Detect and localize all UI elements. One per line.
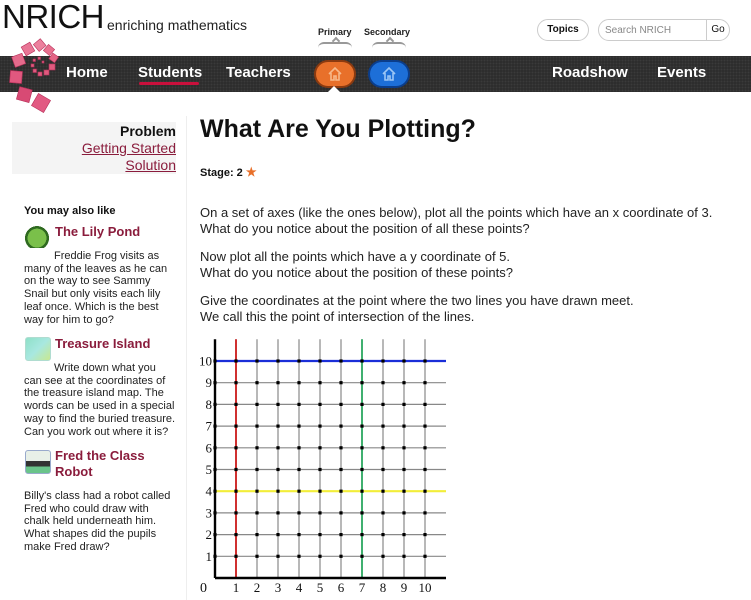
paragraph-line: Give the coordinates at the point where the two lines you have drawn meet. [200,293,634,308]
grid-point [381,490,384,493]
grid-point [318,555,321,558]
grid-point [339,555,342,558]
home-icon [327,66,343,82]
grid-point [423,359,426,362]
grid-point [318,468,321,471]
y-tick-label: 8 [205,396,212,412]
x-tick-label: 5 [316,580,324,593]
y-tick-label: 6 [205,440,212,456]
grid-point [297,511,300,514]
x-tick-label: 1 [232,580,240,593]
nav-roadshow[interactable]: Roadshow [552,64,628,81]
grid-point [234,533,237,536]
grid-point [234,359,237,362]
x-tick-label: 7 [358,580,366,593]
grid-point [381,381,384,384]
grid-point [339,425,342,428]
grid-point [276,490,279,493]
logo-tagline: enriching mathematics [107,17,248,33]
map-icon[interactable] [25,337,51,361]
grid-point [381,555,384,558]
grid-point [381,468,384,471]
grid-point [381,511,384,514]
stage-label-primary: Primary [318,27,352,37]
grid-point [402,511,405,514]
grid-point [423,490,426,493]
related-title-fred-robot[interactable] [55,448,145,480]
grid-point [255,403,258,406]
y-tick-mark [213,446,216,449]
secondary-home-button[interactable] [370,62,408,86]
related-title-lily-pond[interactable]: The Lily Pond [55,224,141,239]
grid-point [318,381,321,384]
grid-point [297,555,300,558]
grid-point [339,359,342,362]
grid-point [381,533,384,536]
grid-point [255,555,258,558]
grid-point [276,468,279,471]
grid-point [402,359,405,362]
grid-axes [215,339,446,578]
stage-label-secondary: Secondary [364,27,411,37]
grid-point [297,403,300,406]
grid-point [360,446,363,449]
robot-icon[interactable] [25,450,51,474]
grid-point [339,468,342,471]
secondary-brace-icon [372,42,406,50]
y-tick-mark [213,403,216,406]
grid-point [339,403,342,406]
grid-point [297,446,300,449]
grid-point [402,446,405,449]
page-title: What Are You Plotting? [200,115,476,143]
grid-point [402,381,405,384]
related-desc-treasure-island: Write down what you can see at the coordinates of the treasure island map. The words can be used in a special way to find the buried treasure. Can you work out where it is? [24,362,176,438]
grid-point [423,446,426,449]
grid-point [402,533,405,536]
related-title-line-1: Fred the Class [55,448,145,463]
grid-point [255,511,258,514]
x-tick-label: 2 [253,580,261,593]
x-tick-label: 4 [295,580,303,593]
grid-lines [215,339,446,578]
grid-point [381,359,384,362]
grid-point [423,533,426,536]
topics-button[interactable]: Topics [537,19,589,41]
grid-point [318,533,321,536]
grid-point [360,490,363,493]
grid-point [339,511,342,514]
related-desc-fred-robot: Billy's class had a robot called Fred who could draw with chalk held underneath him. What shapes did the pupils make Fred draw? [24,490,171,553]
y-tick-mark [213,555,216,558]
y-tick-mark [213,425,216,428]
paragraph-line: What do you notice about the position of these points? [200,265,513,280]
y-tick-label: 5 [205,462,212,477]
grid-point [339,490,342,493]
y-tick-mark [213,490,216,493]
star-icon: ★ [245,165,257,179]
grid-point [234,381,237,384]
grid-point [276,511,279,514]
grid-point [234,446,237,449]
grid-point [360,555,363,558]
nav-home[interactable]: Home [66,64,108,81]
grid-point [402,555,405,558]
grid-point [255,490,258,493]
grid-point [276,555,279,558]
grid-point [318,446,321,449]
x-tick-label: 9 [400,580,408,593]
grid-point [360,533,363,536]
grid-point [234,511,237,514]
x-tick-label: 8 [379,580,387,593]
y-tick-label: 7 [205,418,212,434]
y-tick-mark [213,359,216,362]
y-tick-mark [213,381,216,384]
y-tick-mark [213,511,216,514]
grid-point [423,555,426,558]
grid-point [276,381,279,384]
grid-point [402,490,405,493]
grid-point [423,511,426,514]
y-tick-label: 10 [199,353,212,369]
grid-point [318,359,321,362]
y-tick-label: 9 [205,375,212,391]
x-tick-label: 10 [418,580,432,593]
y-tick-label: 1 [205,548,212,564]
grid-point [234,490,237,493]
grid-point [339,446,342,449]
subnav-solution-link[interactable]: Solution [125,157,176,173]
paragraph-3 [200,293,634,325]
grid-point [297,468,300,471]
grid-point [297,533,300,536]
grid-point [255,468,258,471]
grid-point [402,403,405,406]
grid-point [339,533,342,536]
grid-point [234,403,237,406]
grid-point [297,490,300,493]
x-tick-label: 6 [337,580,345,593]
nav-students[interactable]: Students [138,64,203,81]
y-tick-label: 4 [205,483,212,499]
search-input[interactable] [599,20,709,40]
grid-point [423,468,426,471]
grid-point [276,446,279,449]
active-stage-pointer-icon [328,86,340,92]
home-icon [381,66,397,82]
primary-brace-icon [318,42,352,50]
grid-point [297,359,300,362]
grid-point [360,511,363,514]
stage-text: Stage: 2 [200,167,243,179]
search-box [598,19,730,41]
grid-point [381,425,384,428]
grid-point [255,359,258,362]
active-nav-underline [139,82,199,85]
grid-point [297,381,300,384]
grid-point [234,425,237,428]
subnav-getting-started-link[interactable]: Getting Started [81,140,176,156]
grid-colored-lines [215,339,446,578]
grid-point [276,359,279,362]
search-go-button[interactable]: Go [706,20,729,40]
grid-point [381,403,384,406]
grid-point [255,446,258,449]
grid-point [360,468,363,471]
grid-point [402,468,405,471]
paragraph-line: On a set of axes (like the ones below), plot all the points which have an x coordinate of 3. [200,205,713,220]
grid-point [276,425,279,428]
nav-events[interactable]: Events [657,64,707,81]
paragraph-line: We call this the point of intersection of the lines. [200,309,475,324]
grid-point [255,533,258,536]
frog-icon[interactable] [25,226,49,248]
also-like-heading: You may also like [24,205,116,217]
primary-home-button[interactable] [316,62,354,86]
grid-point [276,403,279,406]
grid-point [381,446,384,449]
y-tick-label: 3 [205,505,212,521]
grid-point [234,468,237,471]
related-desc-lily-pond: Freddie Frog visits as many of the leaves as he can on the way to see Sammy Snail but only visits each lily leaf once. Which is the best way for him to go? [24,250,168,326]
grid-point [360,425,363,428]
paragraph-line: What do you notice about the position of all these points? [200,221,530,236]
grid-point [360,359,363,362]
related-title-treasure-island[interactable]: Treasure Island [55,336,151,351]
grid-point [276,533,279,536]
grid-point [318,511,321,514]
grid-point [255,381,258,384]
coordinate-grid [195,335,451,593]
grid-point [255,425,258,428]
grid-labels [199,354,432,594]
grid-point [318,490,321,493]
y-tick-label: 2 [205,527,212,543]
grid-point [423,425,426,428]
grid-point [234,555,237,558]
grid-point [423,403,426,406]
stage-badge [200,165,257,179]
grid-point [297,425,300,428]
problem-subnav [12,122,176,174]
paragraph-1 [200,205,712,237]
x-tick-label: 3 [274,580,282,593]
grid-point [360,403,363,406]
grid-point [318,403,321,406]
grid-point [360,381,363,384]
y-tick-mark [213,533,216,536]
grid-point [423,381,426,384]
origin-label: 0 [200,581,207,593]
subnav-problem[interactable]: Problem [119,123,176,139]
y-tick-mark [213,468,216,471]
grid-point [402,425,405,428]
related-title-line-2: Robot [55,464,93,479]
grid-point [339,381,342,384]
nrich-logo-spiral-icon[interactable] [4,38,70,114]
grid-point [318,425,321,428]
nav-teachers[interactable]: Teachers [226,64,291,81]
paragraph-line: Now plot all the points which have a y coordinate of 5. [200,249,511,264]
sidebar-divider [186,116,187,600]
logo-wordmark[interactable]: NRICH [2,0,104,35]
paragraph-2 [200,249,513,281]
